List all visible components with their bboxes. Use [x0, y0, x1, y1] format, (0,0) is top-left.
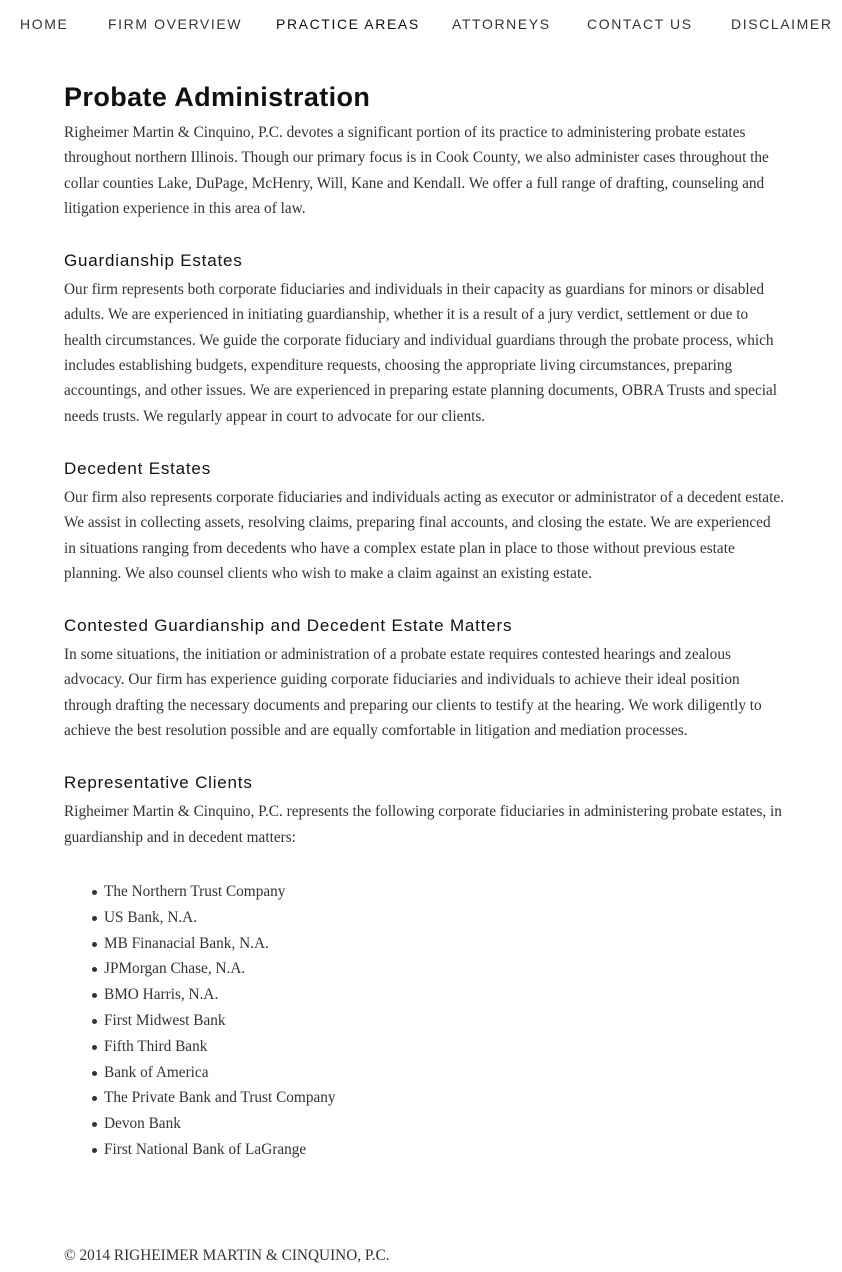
- list-item: Fifth Third Bank: [64, 1034, 786, 1060]
- list-item: Bank of America: [64, 1060, 786, 1086]
- section-heading-contested: Contested Guardianship and Decedent Estate Matters: [64, 616, 513, 636]
- list-item: JPMorgan Chase, N.A.: [64, 956, 786, 982]
- footer-copyright: © 2014 RIGHEIMER MARTIN & CINQUINO, P.C.: [64, 1247, 390, 1264]
- section-heading-guardianship: Guardianship Estates: [64, 251, 243, 271]
- section-body-contested: In some situations, the initiation or administration of a probate estate requires contested hearings and zealous advocacy. Our firm has experience guiding corporate fiduciaries and individuals to achieve their ideal position through drafting the necessary documents and preparing our clients to testify at the hearing. We work diligently to achieve the best resolution possible and are equally comfortable in litigation and mediation processes.: [64, 646, 762, 740]
- section-body-guardianship: Our firm represents both corporate fiduciaries and individuals in their capacity as guardians for minors or disabled adults. We are experienced in initiating guardianship, whether it is a result of a jury verdict, settlement or due to health circumstances. We guide the corporate fiduciary and individual guardians through the probate process, which includes establishing budgets, expenditure requests, choosing the appropriate living circumstances, preparing accountings, and other issues. We are experienced in preparing estate planning documents, OBRA Trusts and special needs trusts. We regularly appear in court to advocate for our clients.: [64, 281, 778, 425]
- list-item: BMO Harris, N.A.: [64, 982, 786, 1008]
- list-item: First Midwest Bank: [64, 1008, 786, 1034]
- nav-contact-us[interactable]: CONTACT US: [587, 16, 693, 32]
- list-item: US Bank, N.A.: [64, 905, 786, 931]
- list-item: MB Finanacial Bank, N.A.: [64, 931, 786, 957]
- list-item: The Private Bank and Trust Company: [64, 1085, 786, 1111]
- main-nav: [0, 16, 842, 36]
- section-body-clients: Righeimer Martin & Cinquino, P.C. represents the following corporate fiduciaries in administering probate estates, in guardianship and in decedent matters:: [64, 803, 782, 846]
- list-item: The Northern Trust Company: [64, 879, 786, 905]
- main-content: [64, 78, 786, 1163]
- list-item: Devon Bank: [64, 1111, 786, 1137]
- nav-firm-overview[interactable]: FIRM OVERVIEW: [108, 16, 243, 32]
- list-item: First National Bank of LaGrange: [64, 1137, 786, 1163]
- client-list: [64, 879, 786, 1163]
- nav-disclaimer[interactable]: DISCLAIMER: [731, 16, 833, 32]
- section-heading-clients: Representative Clients: [64, 773, 253, 793]
- section-heading-decedent: Decedent Estates: [64, 458, 211, 478]
- section-body-decedent: Our firm also represents corporate fiduciaries and individuals acting as executor or administrator of a decedent estate. We assist in collecting assets, resolving claims, preparing final accounts, and closing the estate. We are experienced in situations ranging from decedents who have a complex estate plan in place to those without previous estate planning. We also counsel clients who wish to make a claim against an existing estate.: [64, 488, 784, 582]
- nav-practice-areas[interactable]: PRACTICE AREAS: [276, 16, 420, 32]
- nav-attorneys[interactable]: ATTORNEYS: [452, 16, 551, 32]
- nav-home[interactable]: HOME: [20, 16, 69, 32]
- intro-paragraph: Righeimer Martin & Cinquino, P.C. devotes a significant portion of its practice to administering probate estates throughout northern Illinois. Though our primary focus is in Cook County, we also administer cases throughout the collar counties Lake, DuPage, McHenry, Will, Kane and Kendall. We offer a full range of drafting, counseling and litigation experience in this area of law.: [64, 124, 769, 217]
- page-title: Probate Administration: [64, 82, 371, 112]
